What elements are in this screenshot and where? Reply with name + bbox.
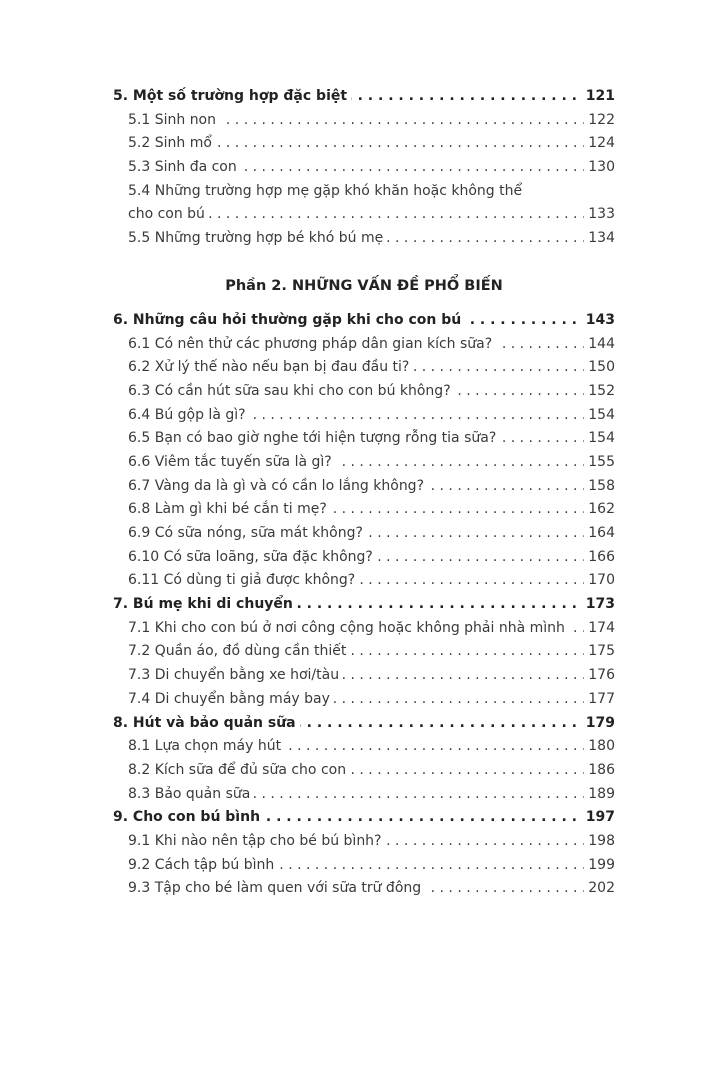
- toc-entry-page-number: 189: [584, 783, 615, 807]
- toc-subsection-entry: [113, 156, 615, 180]
- toc-entry-title: 7.1 Khi cho con bú ở nơi công cộng hoặc không phải nhà mình: [128, 620, 569, 636]
- toc-subsection-entry: [113, 380, 615, 404]
- toc-entry-title: 6.2 Xử lý thế nào nếu bạn bị đau đầu ti?: [128, 359, 413, 375]
- toc-entry-page-number: 179: [582, 712, 615, 736]
- toc-entry-page-number: 158: [584, 475, 615, 499]
- toc-entry-title: 6.5 Bạn có bao giờ nghe tới hiện tượng rỗng tia sữa?: [128, 430, 500, 446]
- toc-entry-page-number: 170: [584, 569, 615, 593]
- toc-entry-page-number: 124: [584, 132, 615, 156]
- toc-entry-page-number: 154: [584, 404, 615, 428]
- toc-subsection-entry: [113, 180, 615, 204]
- toc-subsection-entry: [113, 735, 615, 759]
- toc-chapter-entry: [113, 309, 615, 333]
- toc-subsection-entry: [113, 427, 615, 451]
- toc-chapter-entry: [113, 85, 615, 109]
- toc-subsection-entry: [113, 640, 615, 664]
- toc-entry-page-number: 130: [584, 156, 615, 180]
- toc-entry-page-number: 122: [584, 109, 615, 133]
- toc-entry-title: 6.10 Có sữa loãng, sữa đặc không?: [128, 549, 377, 565]
- toc-entry-page-number: 152: [584, 380, 615, 404]
- toc-subsection-entry: [113, 546, 615, 570]
- toc-entry-page-number: 180: [584, 735, 615, 759]
- toc-entry-title: 7.3 Di chuyển bằng xe hơi/tàu: [128, 667, 343, 683]
- toc-entry-title: 9. Cho con bú bình: [113, 809, 264, 825]
- toc-subsection-entry: [113, 759, 615, 783]
- toc-entry-page-number: 198: [584, 830, 615, 854]
- toc-subsection-entry: [113, 451, 615, 475]
- toc-chapter-entry: [113, 806, 615, 830]
- toc-entry-page-number: 162: [584, 498, 615, 522]
- toc-entry-title: cho con bú: [128, 206, 209, 222]
- toc-entry-title: 7.4 Di chuyển bằng máy bay: [128, 691, 334, 707]
- toc-entry-page-number: 197: [582, 806, 615, 830]
- toc-entry-title: 5.5 Những trường hợp bé khó bú mẹ: [128, 230, 387, 246]
- toc-subsection-entry: [113, 498, 615, 522]
- table-of-contents: [113, 85, 615, 901]
- toc-subsection-entry: [113, 854, 615, 878]
- toc-section: [113, 85, 615, 251]
- toc-subsection-entry: [113, 877, 615, 901]
- toc-subsection-entry: [113, 404, 615, 428]
- toc-entry-page-number: 186: [584, 759, 615, 783]
- toc-entry-title: 8.3 Bảo quản sữa: [128, 786, 254, 802]
- toc-entry-page-number: 173: [582, 593, 615, 617]
- toc-entry-title: 7. Bú mẹ khi di chuyển: [113, 596, 297, 612]
- toc-entry-title: 6.7 Vàng da là gì và có cần lo lắng không?: [128, 478, 428, 494]
- toc-subsection-entry: [113, 617, 615, 641]
- toc-entry-title: 6.3 Có cần hút sữa sau khi cho con bú không?: [128, 383, 455, 399]
- toc-entry-title: 6.1 Có nên thử các phương pháp dân gian kích sữa?: [128, 336, 496, 352]
- toc-entry-title: 6.6 Viêm tắc tuyến sữa là gì?: [128, 454, 336, 470]
- toc-entry-page-number: 199: [584, 854, 615, 878]
- toc-subsection-entry: [113, 109, 615, 133]
- toc-subsection-entry: [113, 664, 615, 688]
- toc-entry-page-number: 175: [584, 640, 615, 664]
- toc-entry-page-number: 150: [584, 356, 615, 380]
- toc-chapter-entry: [113, 593, 615, 617]
- toc-entry-page-number: 177: [584, 688, 615, 712]
- toc-entry-title: 5.1 Sinh non: [128, 112, 220, 128]
- toc-subsection-entry: [113, 522, 615, 546]
- toc-subsection-entry: [113, 356, 615, 380]
- toc-entry-title: 6.9 Có sữa nóng, sữa mát không?: [128, 525, 367, 541]
- toc-subsection-entry: [113, 569, 615, 593]
- toc-entry-title: 8. Hút và bảo quản sữa: [113, 715, 300, 731]
- toc-entry-title: 6.8 Làm gì khi bé cắn ti mẹ?: [128, 501, 331, 517]
- toc-subsection-entry: [113, 203, 615, 227]
- toc-entry-title: 8.2 Kích sữa để đủ sữa cho con: [128, 762, 350, 778]
- toc-entry-page-number: 133: [584, 203, 615, 227]
- toc-entry-page-number: 202: [584, 877, 615, 901]
- toc-entry-title: 5.2 Sinh mổ: [128, 135, 216, 151]
- toc-subsection-entry: [113, 688, 615, 712]
- toc-entry-page-number: 143: [582, 309, 615, 333]
- toc-entry-page-number: 144: [584, 333, 615, 357]
- toc-subsection-entry: [113, 783, 615, 807]
- toc-entry-page-number: 154: [584, 427, 615, 451]
- toc-entry-title: 6. Những câu hỏi thường gặp khi cho con bú: [113, 312, 465, 328]
- toc-entry-page-number: 134: [584, 227, 615, 251]
- toc-entry-page-number: 166: [584, 546, 615, 570]
- toc-entry-title: 7.2 Quần áo, đồ dùng cần thiết: [128, 643, 350, 659]
- part-heading: Phần 2. NHỮNG VẤN ĐỀ PHỔ BIẾN: [225, 277, 503, 294]
- toc-entry-title: 9.3 Tập cho bé làm quen với sữa trữ đông: [128, 880, 425, 896]
- toc-entry-page-number: 121: [582, 85, 615, 109]
- toc-subsection-entry: [113, 475, 615, 499]
- toc-entry-page-number: 155: [584, 451, 615, 475]
- toc-entry-title: 9.2 Cách tập bú bình: [128, 857, 278, 873]
- toc-entry-title: 8.1 Lựa chọn máy hút: [128, 738, 285, 754]
- toc-entry-title: 5.4 Những trường hợp mẹ gặp khó khăn hoặc không thể: [128, 183, 526, 199]
- toc-section: [113, 309, 615, 901]
- toc-subsection-entry: [113, 132, 615, 156]
- toc-entry-title: 6.4 Bú gộp là gì?: [128, 407, 250, 423]
- toc-entry-title: 5. Một số trường hợp đặc biệt: [113, 88, 351, 104]
- toc-entry-page-number: 174: [584, 617, 615, 641]
- toc-entry-title: 5.3 Sinh đa con: [128, 159, 241, 175]
- toc-entry-title: 9.1 Khi nào nên tập cho bé bú bình?: [128, 833, 386, 849]
- toc-subsection-entry: [113, 830, 615, 854]
- toc-subsection-entry: [113, 333, 615, 357]
- toc-chapter-entry: [113, 712, 615, 736]
- toc-entry-page-number: 176: [584, 664, 615, 688]
- toc-entry-page-number: 164: [584, 522, 615, 546]
- toc-entry-title: 6.11 Có dùng ti giả được không?: [128, 572, 359, 588]
- toc-subsection-entry: [113, 227, 615, 251]
